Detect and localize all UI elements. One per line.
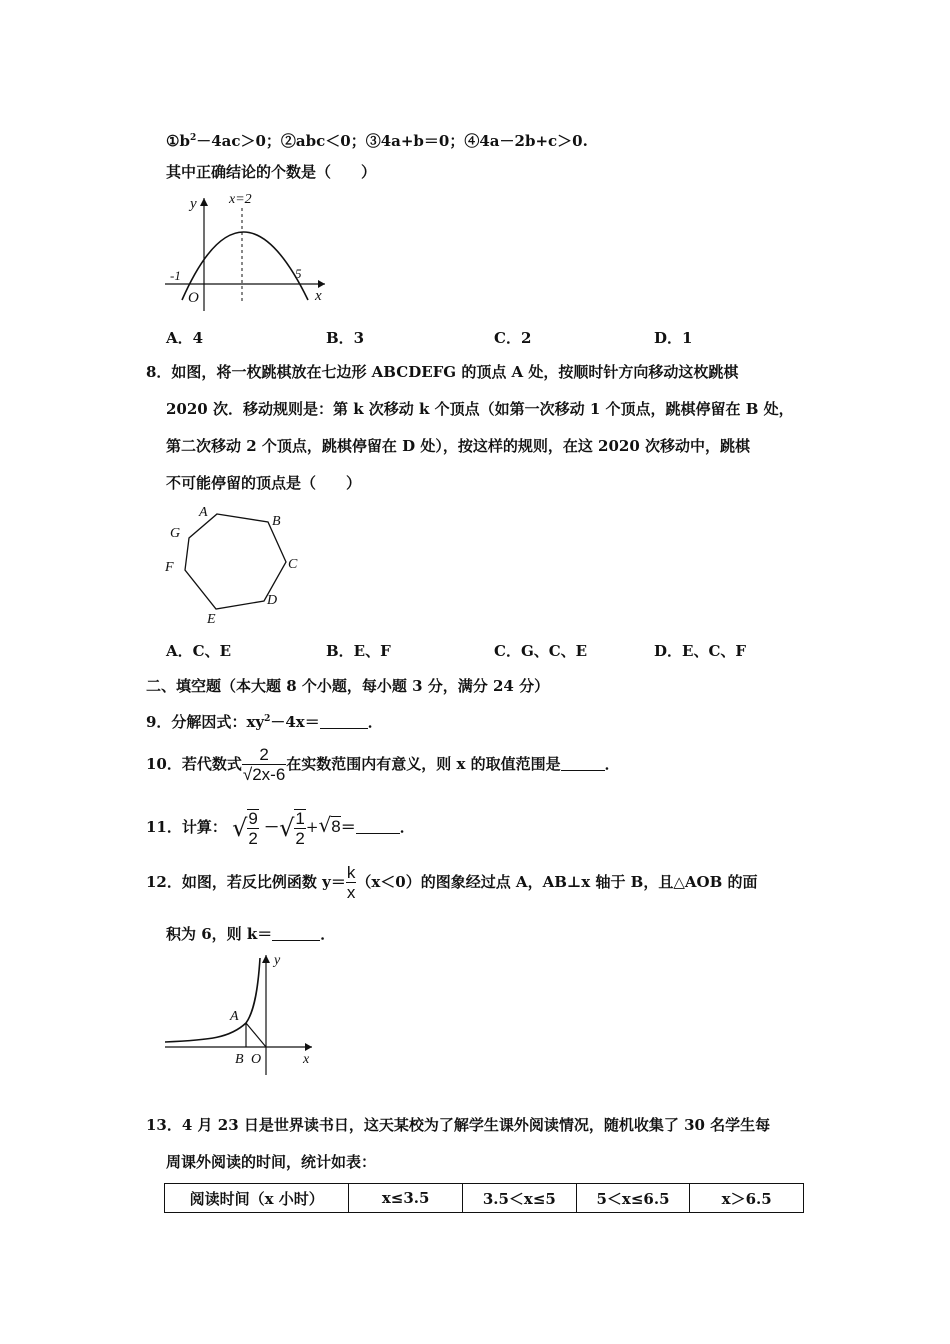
q12-point-b-label: B: [235, 1052, 244, 1067]
q12-x-label: x: [303, 1052, 310, 1067]
q13-line1: 13．4 月 23 日是世界读书日，这天某校为了解学生课外阅读情况，随机收集了 30 名学生每: [146, 1116, 771, 1134]
q7-option-d: D．1: [654, 329, 693, 347]
table-header-cell: 3.5＜x≤5: [463, 1184, 577, 1213]
vertex-c-label: C: [288, 557, 298, 572]
table-header-cell: x≤3.5: [349, 1184, 463, 1213]
table-header-cell: 5＜x≤6.5: [576, 1184, 690, 1213]
table-header-cell: 阅读时间（x 小时）: [165, 1184, 349, 1213]
q7-axis-eq: x=2: [229, 192, 252, 207]
q12-line1: 12．如图，若反比例函数 y＝ $\frac{k}{x}$ （x＜0）的图象经过点 A，AB⊥x 轴于 B，且△AOB 的面: [146, 863, 758, 902]
q8-option-a: A．C、E: [166, 642, 232, 660]
q12-fraction: $\frac{k}{x}$: [346, 863, 356, 902]
vertex-b-label: B: [272, 514, 281, 529]
q8-option-d: D．E、C、F: [654, 642, 747, 660]
q10: 10．若代数式 $\frac{2}{√2x-6}$ 在实数范围内有意义，则 x 的取值范围是 ．: [146, 745, 620, 784]
q7-option-a: A．4: [166, 329, 204, 347]
q7-neg1-label: -1: [170, 268, 181, 283]
q8-line3: 第二次移动 2 个顶点，跳棋停留在 D 处），按这样的规则，在这 2020 次移动中，跳棋: [166, 437, 751, 455]
q8-option-b: B．E、F: [326, 642, 391, 660]
reading-time-table: [164, 1183, 804, 1213]
q7-five-label: 5: [295, 266, 302, 281]
q7-option-c: C．2: [494, 329, 532, 347]
q12-answer-blank: [272, 926, 320, 941]
q7-option-b: B．3: [326, 329, 365, 347]
vertex-e-label: E: [207, 612, 216, 627]
q11: 11．计算： √ $\frac{9}{2}$ －√ $\frac{1}{2}$ +√8＝ ．: [146, 808, 415, 848]
q7-conditions: $①b^2-4ac>0$；②abc＜0；③4a+b＝0；④4a－2b+c＞0.: [166, 132, 588, 150]
q7-origin-label: O: [188, 290, 199, 306]
q7-parabola-graph: [160, 188, 335, 313]
q8-line4: 不可能停留的顶点是（ ）: [166, 474, 362, 492]
q9: 9．分解因式：$xy^2-4x=$ ．: [146, 713, 383, 731]
q8-line2: 2020 次．移动规则是：第 k 次移动 k 个顶点（如第一次移动 1 个顶点，跳棋停留在 B 处，: [166, 400, 794, 418]
table-header-row: [165, 1184, 804, 1213]
q8-line1: 8．如图，将一枚跳棋放在七边形 ABCDEFG 的顶点 A 处，按顺时针方向移动这枚跳棋: [146, 363, 739, 381]
q9-answer-blank: [320, 714, 368, 729]
q7-question: 其中正确结论的个数是（ ）: [166, 163, 377, 181]
vertex-a-label: A: [199, 505, 208, 520]
q8-heptagon-figure: [160, 500, 310, 630]
vertex-f-label: F: [165, 560, 174, 575]
vertex-d-label: D: [267, 593, 278, 608]
q10-fraction: $\frac{2}{√2x-6}$: [242, 745, 286, 784]
vertex-g-label: G: [170, 526, 181, 541]
q10-answer-blank: [561, 756, 605, 771]
q8-option-c: C．G、C、E: [494, 642, 588, 660]
q7-x-label: x: [315, 288, 322, 304]
q12-line2: 积为 6，则 k＝ ．: [166, 925, 336, 943]
q12-point-a-label: A: [230, 1009, 239, 1024]
q11-answer-blank: [356, 819, 400, 834]
section2-heading: 二、填空题（本大题 8 个小题，每小题 3 分，满分 24 分）: [146, 677, 550, 695]
q13-line2: 周课外阅读的时间，统计如表：: [166, 1153, 377, 1171]
q12-origin-label: O: [251, 1052, 262, 1067]
q12-hyperbola-graph: [160, 950, 320, 1080]
q7-y-label: y: [190, 196, 197, 212]
table-header-cell: x＞6.5: [690, 1184, 804, 1213]
q12-y-label: y: [274, 953, 281, 968]
